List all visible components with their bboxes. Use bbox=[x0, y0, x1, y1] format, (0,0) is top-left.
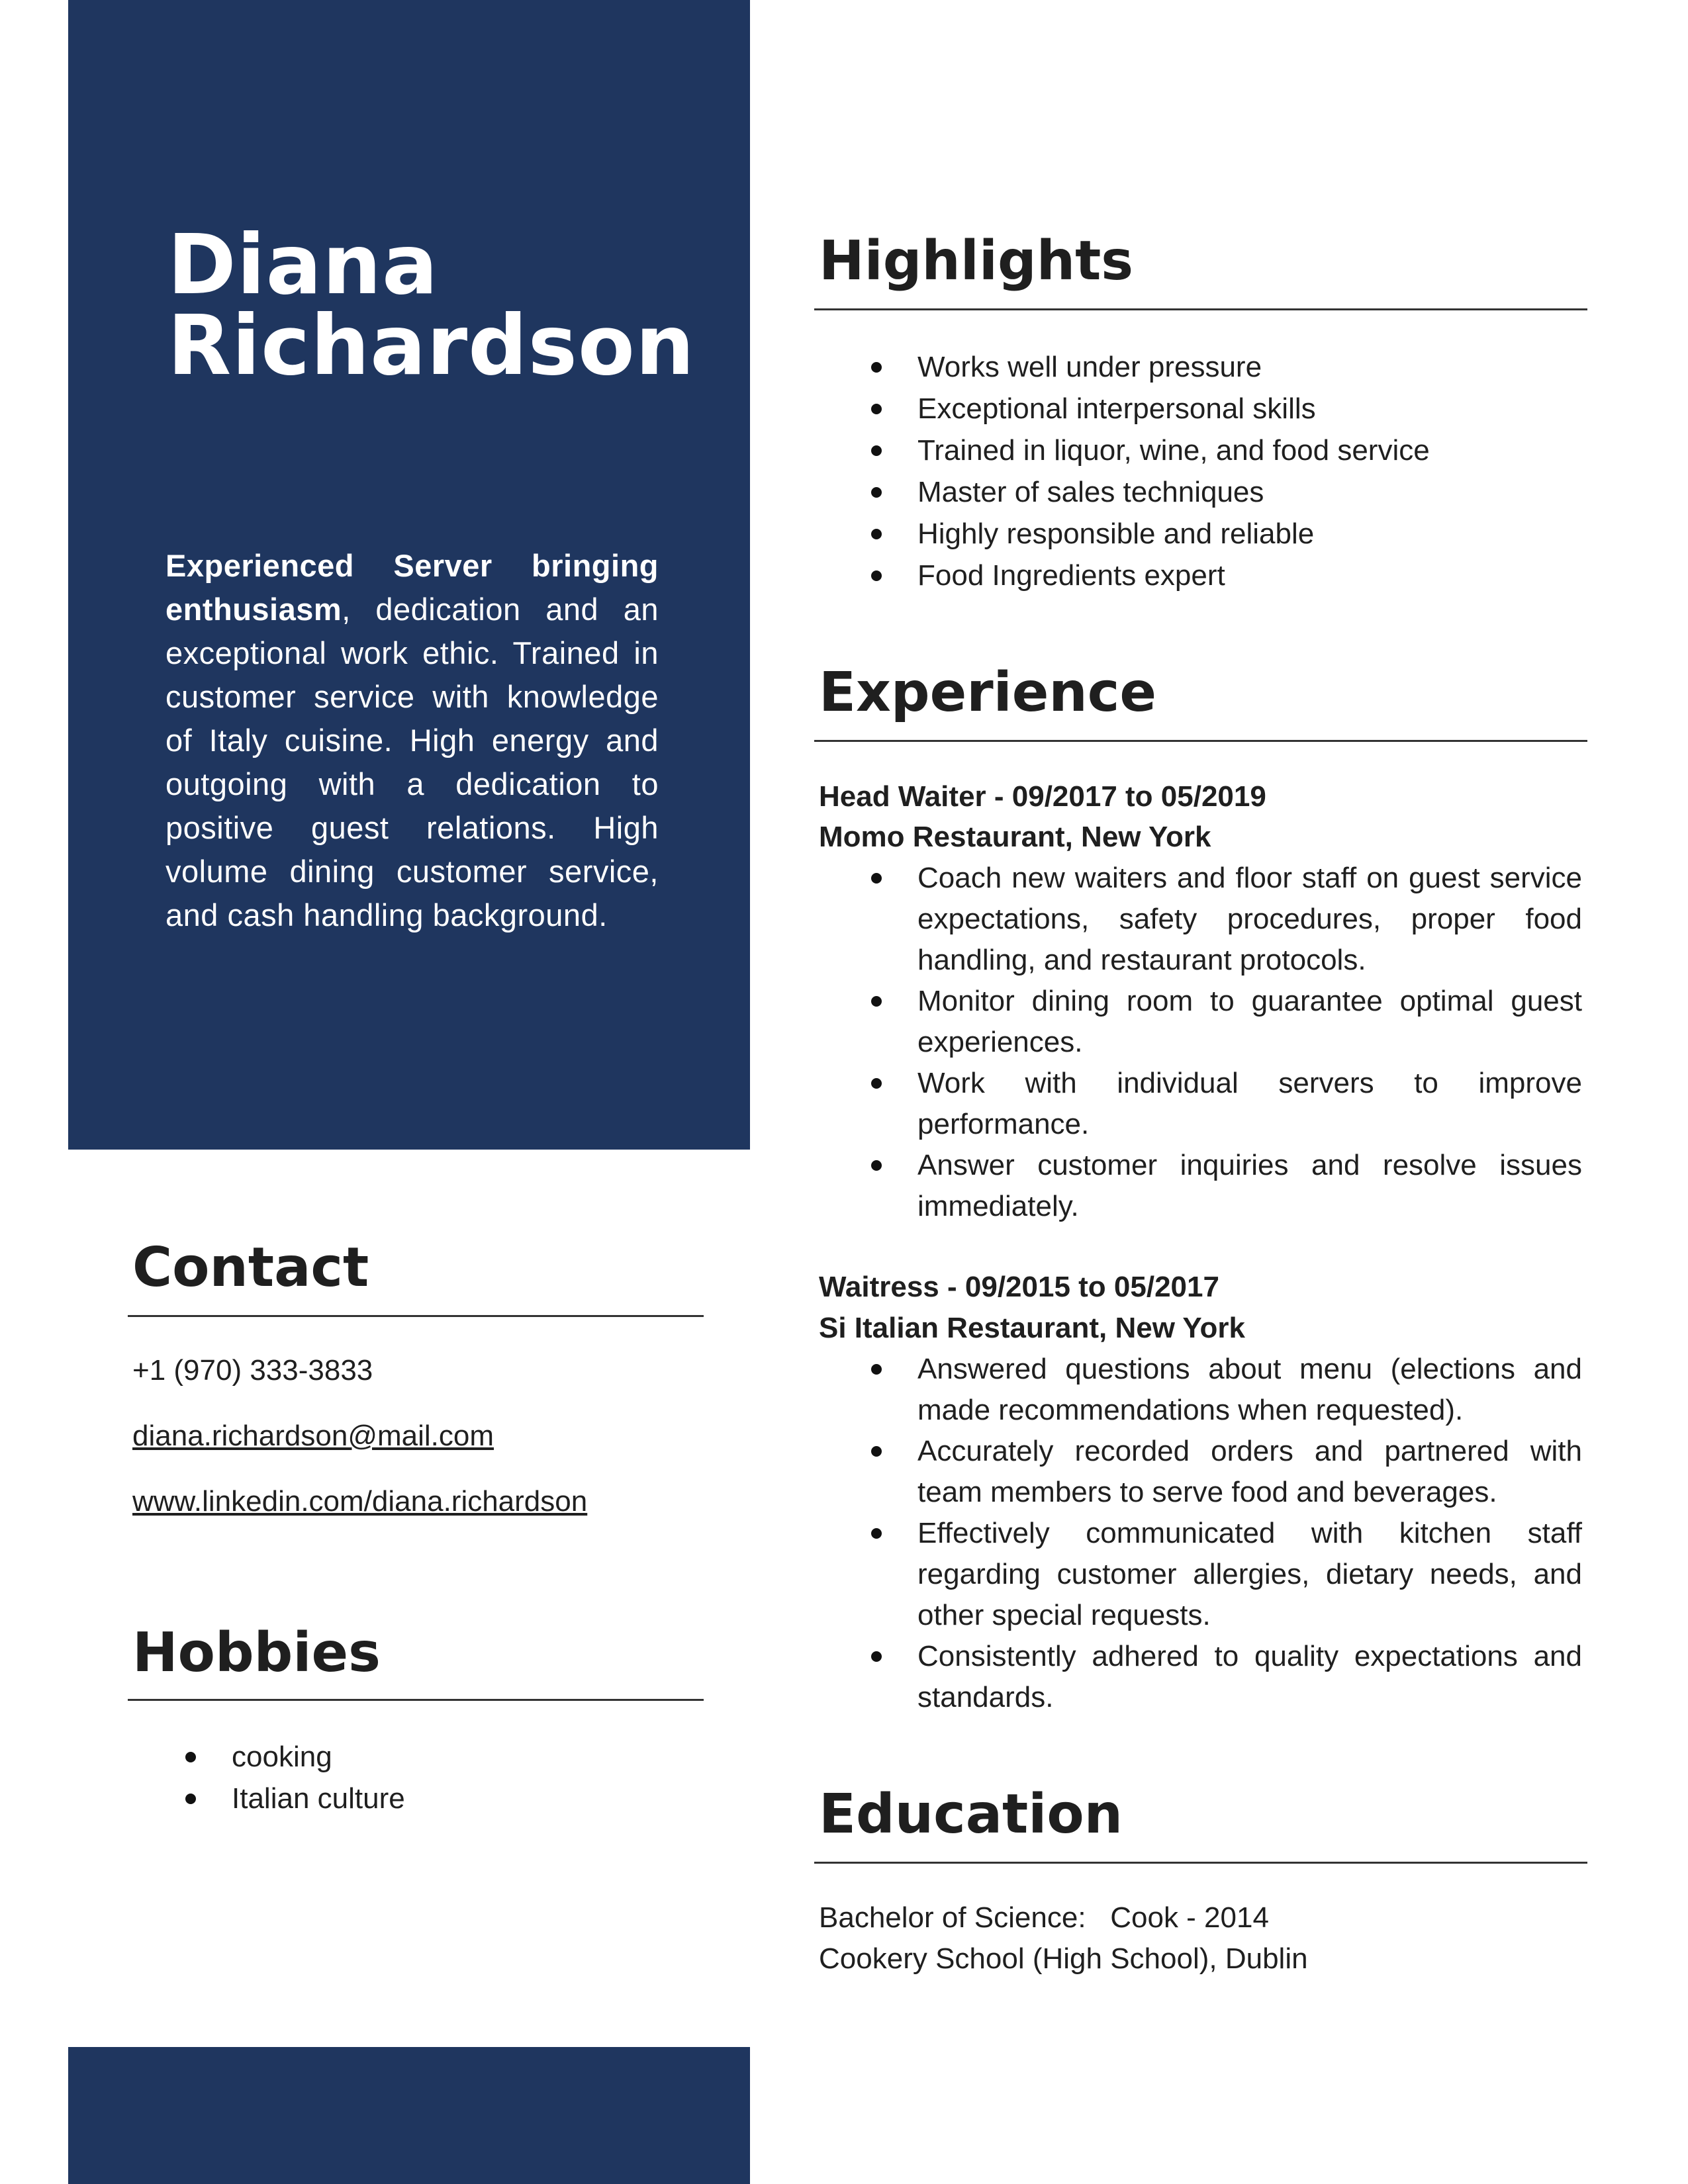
phone-number: +1 (970) 333-3833 bbox=[132, 1354, 373, 1387]
job-duties-list bbox=[917, 1349, 1582, 1718]
email-link[interactable]: diana.richardson@mail.com bbox=[132, 1420, 494, 1452]
first-name: Diana bbox=[167, 217, 439, 313]
highlight-item: Works well under pressure bbox=[917, 346, 1430, 388]
linkedin-link[interactable]: www.linkedin.com/diana.richardson bbox=[132, 1485, 588, 1518]
highlight-item: Highly responsible and reliable bbox=[917, 513, 1430, 555]
duty-item: Consistently adhered to quality expectations and standards. bbox=[917, 1636, 1582, 1718]
highlight-item: Exceptional interpersonal skills bbox=[917, 388, 1430, 430]
highlights-divider bbox=[814, 308, 1587, 310]
education-degree: Bachelor of Science: Cook - 2014 bbox=[819, 1901, 1269, 1934]
candidate-name bbox=[167, 217, 695, 394]
experience-title: Experience bbox=[819, 661, 1156, 724]
job-title: Head Waiter - 09/2017 to 05/2019 bbox=[819, 780, 1266, 813]
job-title: Waitress - 09/2015 to 05/2017 bbox=[819, 1271, 1219, 1303]
job-employer: Momo Restaurant, New York bbox=[819, 821, 1211, 853]
education-title: Education bbox=[819, 1783, 1123, 1846]
hobby-item: Italian culture bbox=[232, 1778, 405, 1819]
duty-item: Answered questions about menu (elections and made recommendations when requested). bbox=[917, 1349, 1582, 1431]
job-duties-list bbox=[917, 858, 1582, 1227]
job-employer: Si Italian Restaurant, New York bbox=[819, 1312, 1245, 1344]
profile-summary bbox=[165, 544, 659, 937]
duty-item: Effectively communicated with kitchen staff regarding customer allergies, dietary needs, and other special requests. bbox=[917, 1513, 1582, 1636]
education-divider bbox=[814, 1862, 1587, 1864]
duty-item: Accurately recorded orders and partnered with team members to serve food and beverages. bbox=[917, 1431, 1582, 1513]
education-school: Cookery School (High School), Dublin bbox=[819, 1942, 1308, 1975]
sidebar-footer-panel bbox=[68, 2047, 750, 2184]
last-name: Richardson bbox=[167, 298, 695, 394]
experience-divider bbox=[814, 740, 1587, 742]
summary-text: , dedication and an exceptional work ethic. Trained in customer service with knowledge of Italy cuisine. High energy and outgoing with a dedication to positive guest relations. High volume dining customer service, and cash handling background. bbox=[165, 592, 659, 933]
contact-divider bbox=[128, 1315, 704, 1317]
duty-item: Monitor dining room to guarantee optimal guest experiences. bbox=[917, 981, 1582, 1063]
highlights-list bbox=[917, 346, 1430, 596]
duty-item: Coach new waiters and floor staff on guest service expectations, safety procedures, proper food handling, and restaurant protocols. bbox=[917, 858, 1582, 981]
summary-bold: Experienced Server bringing enthusiasm bbox=[165, 548, 659, 627]
highlight-item: Trained in liquor, wine, and food service bbox=[917, 430, 1430, 471]
duty-item: Work with individual servers to improve performance. bbox=[917, 1063, 1582, 1145]
contact-title: Contact bbox=[132, 1236, 369, 1299]
highlight-item: Master of sales techniques bbox=[917, 471, 1430, 513]
highlights-title: Highlights bbox=[819, 230, 1134, 293]
duty-item: Answer customer inquiries and resolve issues immediately. bbox=[917, 1145, 1582, 1227]
hobbies-divider bbox=[128, 1699, 704, 1701]
highlight-item: Food Ingredients expert bbox=[917, 555, 1430, 596]
hobbies-title: Hobbies bbox=[132, 1621, 381, 1684]
hobbies-list bbox=[232, 1736, 405, 1819]
hobby-item: cooking bbox=[232, 1736, 405, 1778]
